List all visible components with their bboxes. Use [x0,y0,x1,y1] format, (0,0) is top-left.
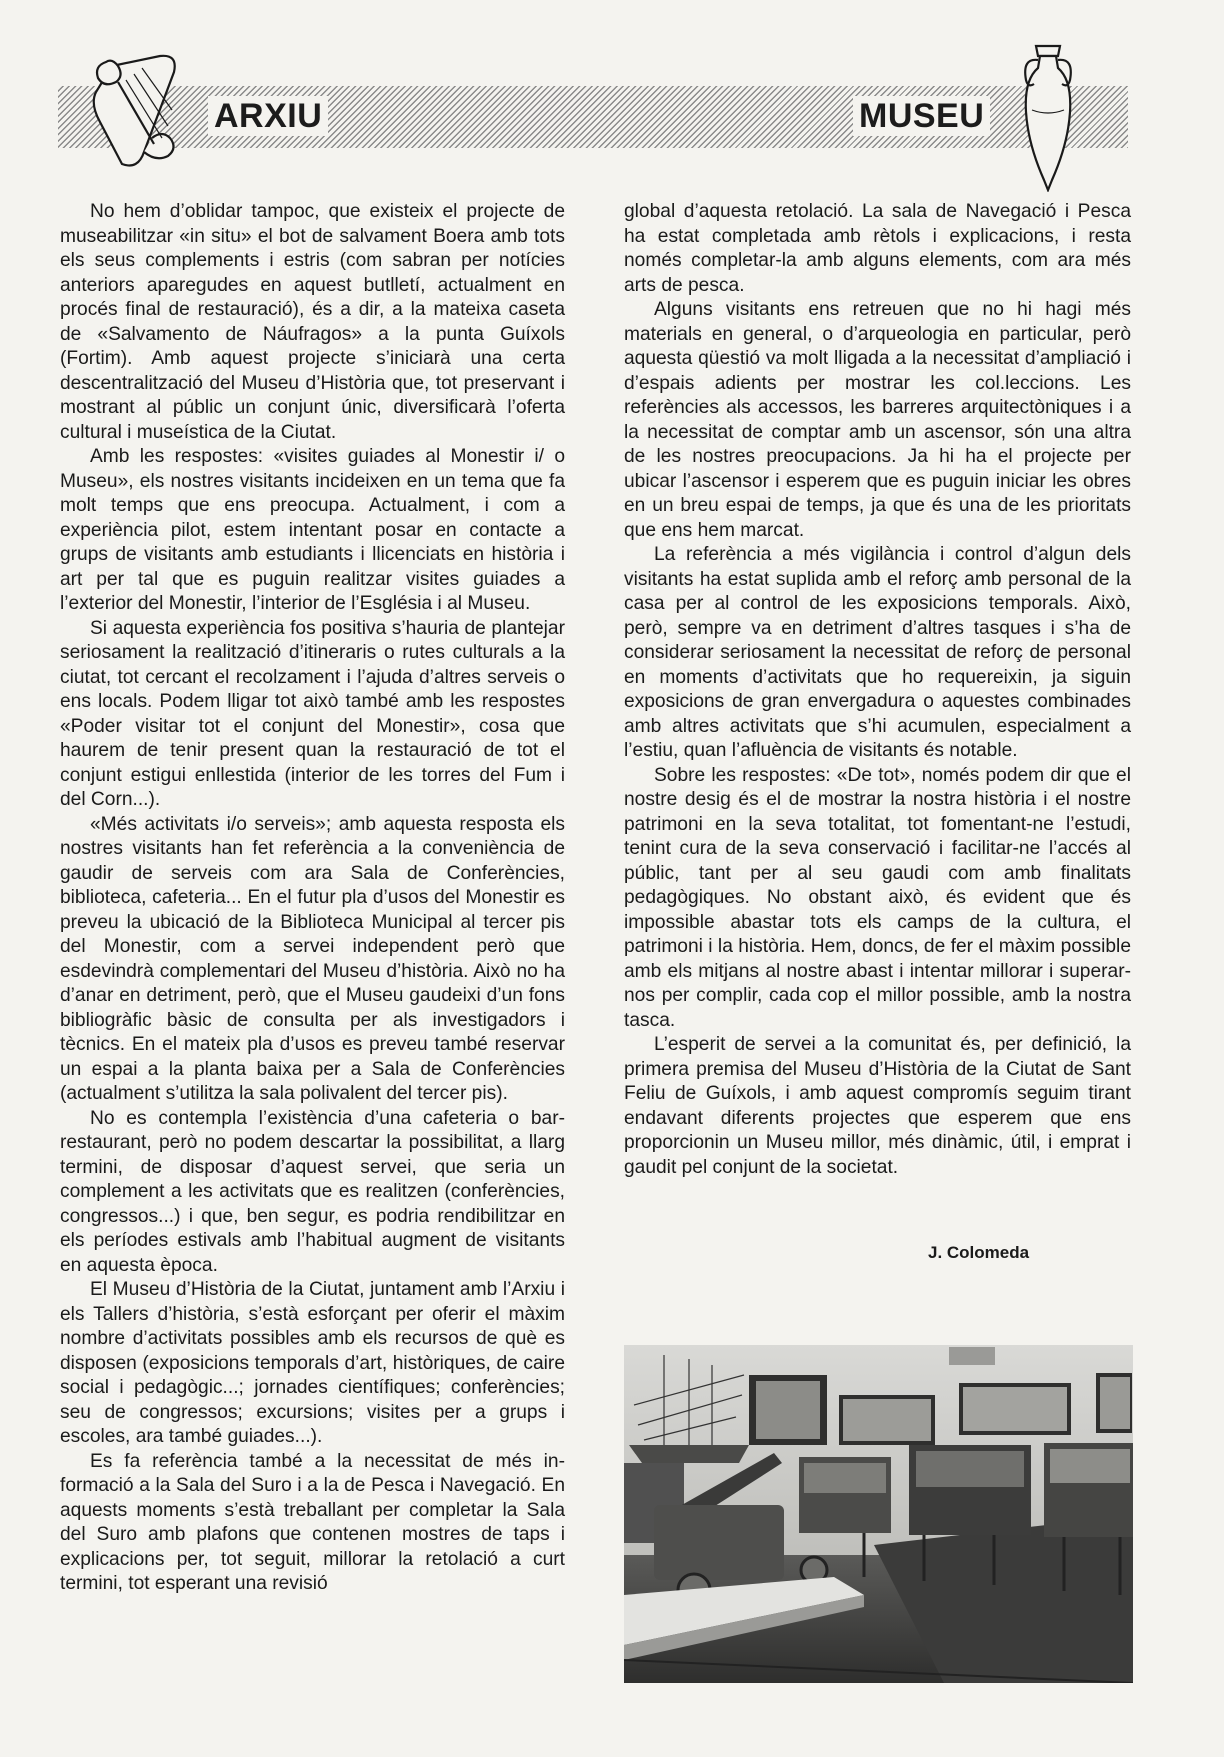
paragraph: «Més activitats i/o serveis»; amb aquesta resposta els nostres visitants han fet referència a la conveniència de gaudir de serveis com ara Sala de Conferències, biblioteca, cafeteria... En el futur pla d’usos del Monestir es preveu la ubicació de la Biblioteca Municipal al tercer pis del Monestir, com a servei independent però que esdevindrà complementari del Museu d’història. Això no ha d’anar en detriment, però, que el Museu gaudeixi d’un fons bibliogràfic bàsic de consulta per als investigadors i tècnics. En el mateix pla d’usos es preveu també reservar un espai a la planta baixa per a Sala de Conferències (actualment s’utilitza la sala polivalent del tercer pis). [60,813,565,1104]
museum-photo [624,1345,1133,1683]
paragraph: No es contempla l’existència d’una cafeteria o barrestaurant, però no podem descartar la possibilitat, a llarg termini, de disposar d’aquest servei, que seria un complement a les activitats que es realitzen (conferències, congressos...) i que, ben segur, es podria rendibilitzar en els períodes estivals amb l’habitual augment de visitants en aquesta època. [60,1107,565,1276]
paragraph: La referència a més vigilància i control d’algun dels visitants ha estat suplida amb el reforç amb personal de la casa per al control de les exposicions temporals. Això, però, sempre va en detriment d’altres tasques i s’ha de considerar seriosament la necessitat de reforç de personal en moments d’activitats que ho requereixin, ja siguin exposicions de gran envergadura o aquestes combinades amb altres activitats que s’hi acumulen, especialment a l’estiu, quan l’afluència de visitants és notable. [624,544,1131,761]
paragraph: Si aquesta experiència fos positiva s’hauria de plantejar seriosament la realització d’itineraris o rutes culturals a la ciutat, tot cercant el recolzament i l’ajuda d’altres serveis o ens locals. Podem lligar tot això també amb les respostes «Poder visitar tot el conjunt del Monestir», cosa que haurem de tenir present quan la restauració de tot el conjunt estigui enllestida (interior de les torres del Fum i del Corn...). [60,617,565,810]
paragraph: global d’aquesta retolació. La sala de Navegació i Pesca ha estat completada amb rètols i explicacions, i resta només completar-la amb alguns elements, com ara més arts de pesca. [624,201,1131,296]
author-signature: J. Colomeda [928,1243,1030,1262]
paragraph: Amb les respostes: «visites guiades al Monestir i/ o Museu», els nostres visitants incideixen en un tema que fa molt temps que ens preocupa. Actualment, i com a experiència pilot, estem intentant posar en contacte a grups de visitants amb estudiants i llicenciats en història i art per tal que es puguin realitzar visites guiades a l’exterior del Monestir, l’interior de l’Església i al Museu. [60,446,565,614]
paragraph: Sobre les respostes: «De tot», només podem dir que el nostre desig és el de mostrar la nostra història i el nostre patrimoni en la seva totalitat, tot fomentant-ne l’estudi, tenint cura de la seva conservació i facilitar-ne l’accés al públic, tant per al seu gaudi com amb finalitats pedagògiques. No obstant això, és evident que és impossible abastar tots els camps de la cultura, el patrimoni i la història. Hem, doncs, de fer el màxim possible amb els mitjans al nostre abast i intentar millorar i superar-nos per complir, cada cop el millor possible, amb la nostra tasca. [624,764,1131,1031]
paragraph: L’esperit de servei a la comunitat és, per definició, la primera premisa del Museu d’Història de la Ciutat de Sant Feliu de Guíxols, i amb aquest compromís seguim tirant endavant diferents projectes que esperem que ens proporcionin un Museu millor, més dinàmic, útil, i emprat i gaudit pel conjunt de la societat. [624,1034,1131,1178]
paragraph: Alguns visitants ens retreuen que no hi hagi més materials en general, o d’arqueologia en particular, però aquesta qüestió va molt lligada a la necessitat d’ampliació i d’espais adients per mostrar les col.leccions. Les referències als accessos, les barreres arquitectòniques i a la necessitat de comptar amb un ascensor, són una altra de les nostres preocupacions. Ja hi ha el projecte per ubicar l’ascensor i esperem que es puguin iniciar les obres en un breu espai de temps, ja que és una de les prioritats que ens hem marcat. [624,299,1131,541]
paragraph: El Museu d’Història de la Ciutat, juntament amb l’Arxiu i els Tallers d’història, s’està esforçant per oferir el màxim nombre d’activitats possibles amb els recursos de què es disposen (exposicions temporals d’art, històriques, de caire social i pedagògic...; jornades científiques; conferències; seu de congressos; excursions; visites per a grups i escoles, ara també guiades...). [60,1279,565,1447]
paragraph: Es fa referència també a la necessitat de més informació a la Sala del Suro i a la de Pesca i Navegació. En aquests moments s’està treballant per completar la Sala del Suro amb plafons que contenen mostres de taps i explicacions per, tot seguit, millorar la retolació a curt termini, tot esperant una revisió [60,1450,565,1594]
amphora-icon [1018,40,1078,192]
left-text-column [60,200,565,1597]
right-text-column [624,200,1131,1180]
scroll-icon [82,52,194,172]
section-label-arxiu: ARXIU [208,96,328,136]
section-label-museu: MUSEU [853,96,990,136]
paragraph: No hem d’oblidar tampoc, que existeix el projecte de museabilitzar «in situ» el bot de salvament Boera amb tots els seus complements i estris (com sabran per notícies anteriors aparegudes en aquest butlletí, actualment en procés final de restauració), és a dir, a la mateixa caseta de «Salvamento de Náufragos» a la punta Guíxols (Fortim). Amb aquest projecte s’iniciarà una certa descentralització del Museu d’Història que, tot preservant i mostrant al públic un conjunt únic, diversificarà l’oferta cultural i museística de la Ciutat. [60,201,565,443]
